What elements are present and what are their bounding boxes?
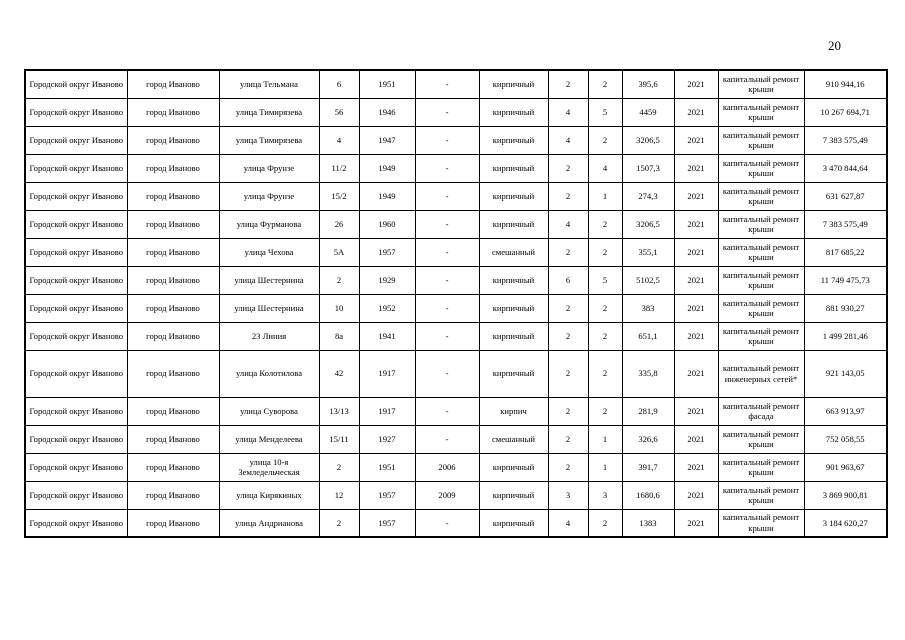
floors-cell: 4 (548, 98, 588, 126)
built-year-cell: 1952 (359, 294, 415, 322)
floors-cell: 2 (548, 154, 588, 182)
settlement-cell: город Иваново (127, 509, 219, 537)
work-type-cell: капитальный ремонт крыши (718, 322, 804, 350)
cost-cell: 3 869 900,81 (804, 481, 887, 509)
area-cell: 651,1 (622, 322, 674, 350)
table-row (25, 154, 887, 182)
wall-material-cell: кирпичный (479, 453, 548, 481)
municipality-cell: Городской округ Иваново (25, 425, 127, 453)
plan-year-cell: 2021 (674, 266, 718, 294)
entrances-cell: 2 (588, 210, 622, 238)
cost-cell: 921 143,05 (804, 350, 887, 397)
houses-table (24, 69, 888, 538)
work-type-cell: капитальный ремонт крыши (718, 425, 804, 453)
wall-material-cell: смешанный (479, 425, 548, 453)
floors-cell: 2 (548, 350, 588, 397)
built-year-cell: 1929 (359, 266, 415, 294)
street-cell: улица Фрунзе (219, 182, 319, 210)
house-number-cell: 10 (319, 294, 359, 322)
street-cell: 23 Линия (219, 322, 319, 350)
table-row (25, 182, 887, 210)
settlement-cell: город Иваново (127, 425, 219, 453)
wall-material-cell: кирпичный (479, 154, 548, 182)
floors-cell: 2 (548, 453, 588, 481)
floors-cell: 2 (548, 294, 588, 322)
street-cell: улица Тельмана (219, 70, 319, 98)
municipality-cell: Городской округ Иваново (25, 481, 127, 509)
house-number-cell: 8а (319, 322, 359, 350)
work-type-cell: капитальный ремонт инженерных сетей* (718, 350, 804, 397)
table-row (25, 126, 887, 154)
last-repair-year-cell: - (415, 154, 479, 182)
wall-material-cell: кирпичный (479, 98, 548, 126)
area-cell: 335,8 (622, 350, 674, 397)
work-type-cell: капитальный ремонт крыши (718, 238, 804, 266)
last-repair-year-cell: - (415, 294, 479, 322)
plan-year-cell: 2021 (674, 481, 718, 509)
settlement-cell: город Иваново (127, 70, 219, 98)
built-year-cell: 1949 (359, 154, 415, 182)
floors-cell: 6 (548, 266, 588, 294)
plan-year-cell: 2021 (674, 238, 718, 266)
municipality-cell: Городской округ Иваново (25, 294, 127, 322)
house-number-cell: 42 (319, 350, 359, 397)
entrances-cell: 1 (588, 182, 622, 210)
area-cell: 3206,5 (622, 126, 674, 154)
area-cell: 281,9 (622, 397, 674, 425)
municipality-cell: Городской округ Иваново (25, 350, 127, 397)
house-number-cell: 15/2 (319, 182, 359, 210)
table-row (25, 210, 887, 238)
cost-cell: 631 627,87 (804, 182, 887, 210)
built-year-cell: 1917 (359, 397, 415, 425)
settlement-cell: город Иваново (127, 266, 219, 294)
built-year-cell: 1951 (359, 70, 415, 98)
entrances-cell: 2 (588, 294, 622, 322)
municipality-cell: Городской округ Иваново (25, 126, 127, 154)
table-row (25, 266, 887, 294)
work-type-cell: капитальный ремонт крыши (718, 453, 804, 481)
municipality-cell: Городской округ Иваново (25, 322, 127, 350)
work-type-cell: капитальный ремонт крыши (718, 266, 804, 294)
wall-material-cell: кирпичный (479, 481, 548, 509)
table-row (25, 509, 887, 537)
area-cell: 1383 (622, 509, 674, 537)
table-row (25, 322, 887, 350)
municipality-cell: Городской округ Иваново (25, 210, 127, 238)
entrances-cell: 2 (588, 322, 622, 350)
area-cell: 355,1 (622, 238, 674, 266)
cost-cell: 11 749 475,73 (804, 266, 887, 294)
house-number-cell: 2 (319, 453, 359, 481)
municipality-cell: Городской округ Иваново (25, 509, 127, 537)
last-repair-year-cell: - (415, 238, 479, 266)
last-repair-year-cell: - (415, 210, 479, 238)
wall-material-cell: кирпичный (479, 294, 548, 322)
built-year-cell: 1946 (359, 98, 415, 126)
last-repair-year-cell: - (415, 509, 479, 537)
entrances-cell: 1 (588, 425, 622, 453)
street-cell: улица Фрунзе (219, 154, 319, 182)
last-repair-year-cell: - (415, 425, 479, 453)
area-cell: 5102,5 (622, 266, 674, 294)
settlement-cell: город Иваново (127, 453, 219, 481)
entrances-cell: 2 (588, 238, 622, 266)
entrances-cell: 2 (588, 397, 622, 425)
area-cell: 326,6 (622, 425, 674, 453)
house-number-cell: 5А (319, 238, 359, 266)
floors-cell: 2 (548, 70, 588, 98)
floors-cell: 2 (548, 238, 588, 266)
built-year-cell: 1917 (359, 350, 415, 397)
street-cell: улица Кирякиных (219, 481, 319, 509)
plan-year-cell: 2021 (674, 126, 718, 154)
cost-cell: 752 058,55 (804, 425, 887, 453)
street-cell: улица Суворова (219, 397, 319, 425)
house-number-cell: 56 (319, 98, 359, 126)
street-cell: улица Андрианова (219, 509, 319, 537)
house-number-cell: 6 (319, 70, 359, 98)
built-year-cell: 1957 (359, 238, 415, 266)
table-row (25, 98, 887, 126)
table-row (25, 350, 887, 397)
floors-cell: 2 (548, 322, 588, 350)
table-body (25, 70, 887, 537)
area-cell: 1680,6 (622, 481, 674, 509)
street-cell: улица Менделеева (219, 425, 319, 453)
street-cell: улица Фурманова (219, 210, 319, 238)
plan-year-cell: 2021 (674, 509, 718, 537)
work-type-cell: капитальный ремонт крыши (718, 126, 804, 154)
built-year-cell: 1951 (359, 453, 415, 481)
entrances-cell: 1 (588, 453, 622, 481)
house-number-cell: 2 (319, 266, 359, 294)
table-row (25, 481, 887, 509)
cost-cell: 7 383 575,49 (804, 126, 887, 154)
wall-material-cell: кирпичный (479, 182, 548, 210)
house-number-cell: 15/11 (319, 425, 359, 453)
plan-year-cell: 2021 (674, 210, 718, 238)
work-type-cell: капитальный ремонт крыши (718, 154, 804, 182)
cost-cell: 3 470 844,64 (804, 154, 887, 182)
work-type-cell: капитальный ремонт крыши (718, 294, 804, 322)
cost-cell: 881 930,27 (804, 294, 887, 322)
plan-year-cell: 2021 (674, 182, 718, 210)
plan-year-cell: 2021 (674, 397, 718, 425)
page-number: 20 (828, 38, 841, 53)
entrances-cell: 2 (588, 126, 622, 154)
last-repair-year-cell: - (415, 182, 479, 210)
floors-cell: 2 (548, 182, 588, 210)
house-number-cell: 13/13 (319, 397, 359, 425)
plan-year-cell: 2021 (674, 453, 718, 481)
municipality-cell: Городской округ Иваново (25, 182, 127, 210)
floors-cell: 2 (548, 397, 588, 425)
table-row (25, 425, 887, 453)
cost-cell: 910 944,16 (804, 70, 887, 98)
settlement-cell: город Иваново (127, 154, 219, 182)
house-number-cell: 12 (319, 481, 359, 509)
last-repair-year-cell: - (415, 266, 479, 294)
built-year-cell: 1957 (359, 509, 415, 537)
work-type-cell: капитальный ремонт крыши (718, 182, 804, 210)
last-repair-year-cell: 2009 (415, 481, 479, 509)
municipality-cell: Городской округ Иваново (25, 98, 127, 126)
settlement-cell: город Иваново (127, 182, 219, 210)
last-repair-year-cell: - (415, 397, 479, 425)
municipality-cell: Городской округ Иваново (25, 453, 127, 481)
area-cell: 274,3 (622, 182, 674, 210)
wall-material-cell: кирпичный (479, 126, 548, 154)
work-type-cell: капитальный ремонт крыши (718, 509, 804, 537)
plan-year-cell: 2021 (674, 425, 718, 453)
wall-material-cell: кирпичный (479, 210, 548, 238)
entrances-cell: 2 (588, 509, 622, 537)
plan-year-cell: 2021 (674, 350, 718, 397)
table-row (25, 294, 887, 322)
settlement-cell: город Иваново (127, 98, 219, 126)
built-year-cell: 1949 (359, 182, 415, 210)
cost-cell: 901 963,67 (804, 453, 887, 481)
wall-material-cell: кирпичный (479, 350, 548, 397)
street-cell: улица Тимирязева (219, 126, 319, 154)
area-cell: 3206,5 (622, 210, 674, 238)
area-cell: 395,6 (622, 70, 674, 98)
cost-cell: 663 913,97 (804, 397, 887, 425)
built-year-cell: 1957 (359, 481, 415, 509)
settlement-cell: город Иваново (127, 481, 219, 509)
floors-cell: 4 (548, 126, 588, 154)
last-repair-year-cell: - (415, 350, 479, 397)
street-cell: улица Чехова (219, 238, 319, 266)
house-number-cell: 26 (319, 210, 359, 238)
plan-year-cell: 2021 (674, 98, 718, 126)
entrances-cell: 5 (588, 98, 622, 126)
settlement-cell: город Иваново (127, 210, 219, 238)
last-repair-year-cell: - (415, 322, 479, 350)
street-cell: улица Колотилова (219, 350, 319, 397)
house-number-cell: 4 (319, 126, 359, 154)
last-repair-year-cell: - (415, 98, 479, 126)
built-year-cell: 1960 (359, 210, 415, 238)
cost-cell: 10 267 694,71 (804, 98, 887, 126)
built-year-cell: 1927 (359, 425, 415, 453)
municipality-cell: Городской округ Иваново (25, 70, 127, 98)
floors-cell: 4 (548, 509, 588, 537)
plan-year-cell: 2021 (674, 154, 718, 182)
entrances-cell: 3 (588, 481, 622, 509)
last-repair-year-cell: - (415, 126, 479, 154)
wall-material-cell: кирпичный (479, 322, 548, 350)
plan-year-cell: 2021 (674, 322, 718, 350)
street-cell: улица Тимирязева (219, 98, 319, 126)
last-repair-year-cell: 2006 (415, 453, 479, 481)
floors-cell: 3 (548, 481, 588, 509)
work-type-cell: капитальный ремонт крыши (718, 70, 804, 98)
municipality-cell: Городской округ Иваново (25, 238, 127, 266)
entrances-cell: 2 (588, 350, 622, 397)
entrances-cell: 2 (588, 70, 622, 98)
settlement-cell: город Иваново (127, 294, 219, 322)
entrances-cell: 5 (588, 266, 622, 294)
table-row (25, 70, 887, 98)
work-type-cell: капитальный ремонт крыши (718, 481, 804, 509)
street-cell: улица 10-я Земледельческая (219, 453, 319, 481)
area-cell: 383 (622, 294, 674, 322)
house-number-cell: 2 (319, 509, 359, 537)
wall-material-cell: кирпичный (479, 70, 548, 98)
work-type-cell: капитальный ремонт крыши (718, 210, 804, 238)
street-cell: улица Шестернина (219, 294, 319, 322)
built-year-cell: 1947 (359, 126, 415, 154)
last-repair-year-cell: - (415, 70, 479, 98)
wall-material-cell: смешанный (479, 238, 548, 266)
wall-material-cell: кирпичный (479, 509, 548, 537)
municipality-cell: Городской округ Иваново (25, 266, 127, 294)
municipality-cell: Городской округ Иваново (25, 154, 127, 182)
work-type-cell: капитальный ремонт фасада (718, 397, 804, 425)
work-type-cell: капитальный ремонт крыши (718, 98, 804, 126)
cost-cell: 3 184 620,27 (804, 509, 887, 537)
cost-cell: 7 383 575,49 (804, 210, 887, 238)
area-cell: 391,7 (622, 453, 674, 481)
plan-year-cell: 2021 (674, 70, 718, 98)
entrances-cell: 4 (588, 154, 622, 182)
wall-material-cell: кирпич (479, 397, 548, 425)
table-row (25, 453, 887, 481)
settlement-cell: город Иваново (127, 126, 219, 154)
house-number-cell: 11/2 (319, 154, 359, 182)
floors-cell: 2 (548, 425, 588, 453)
area-cell: 1507,3 (622, 154, 674, 182)
municipality-cell: Городской округ Иваново (25, 397, 127, 425)
settlement-cell: город Иваново (127, 238, 219, 266)
floors-cell: 4 (548, 210, 588, 238)
cost-cell: 817 685,22 (804, 238, 887, 266)
wall-material-cell: кирпичный (479, 266, 548, 294)
settlement-cell: город Иваново (127, 397, 219, 425)
table-row (25, 238, 887, 266)
settlement-cell: город Иваново (127, 350, 219, 397)
street-cell: улица Шестернина (219, 266, 319, 294)
plan-year-cell: 2021 (674, 294, 718, 322)
area-cell: 4459 (622, 98, 674, 126)
built-year-cell: 1941 (359, 322, 415, 350)
settlement-cell: город Иваново (127, 322, 219, 350)
table-row (25, 397, 887, 425)
cost-cell: 1 499 281,46 (804, 322, 887, 350)
